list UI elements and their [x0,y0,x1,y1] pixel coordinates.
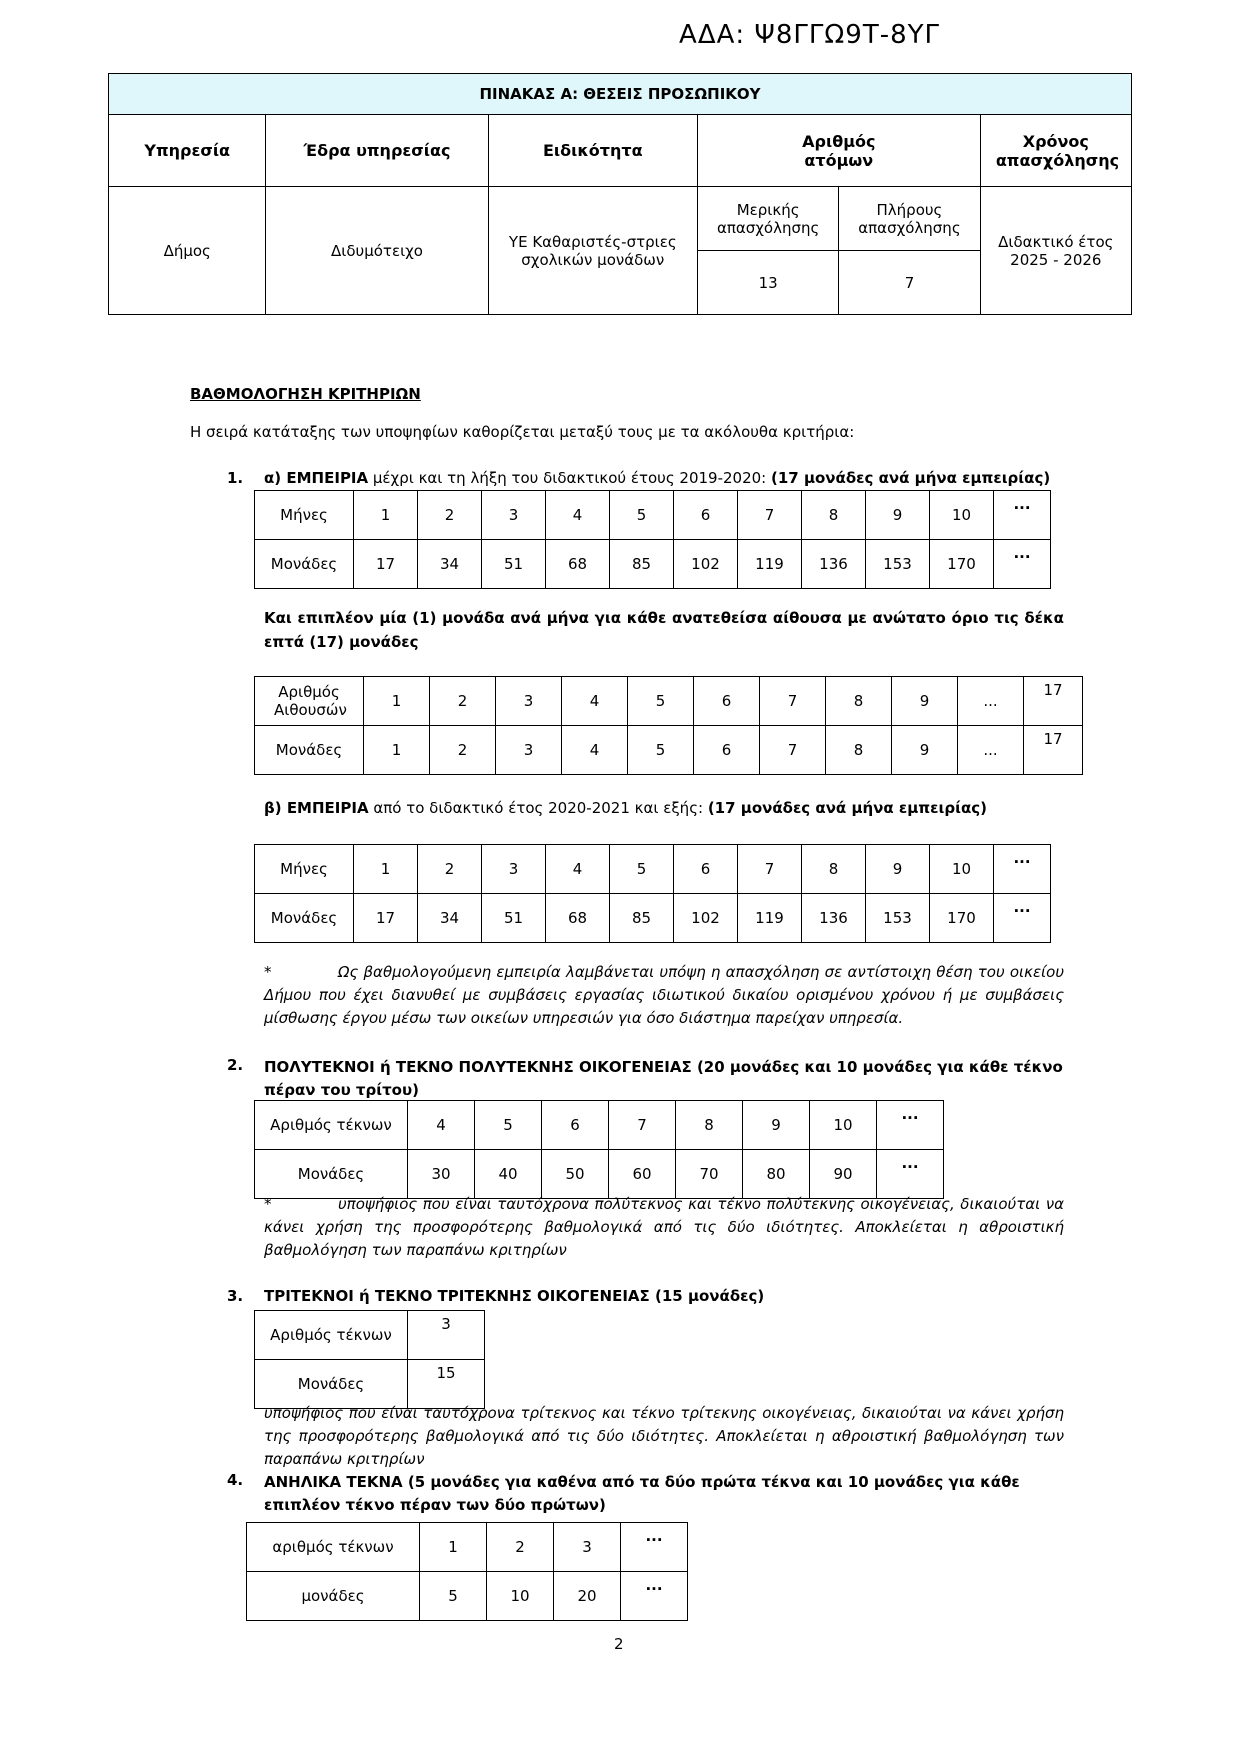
criterion-3-title: ΤΡΙΤΕΚΝΟΙ ή ΤΕΚΝΟ ΤΡΙΤΕΚΝΗΣ ΟΙΚΟΓΕΝΕΙΑΣ (15 μονάδες) [264,1287,765,1305]
table-cell: 3 [554,1523,621,1572]
table-cell: 51 [482,894,546,943]
cell-specialty: ΥΕ Καθαριστές-στριες σχολικών μονάδων [488,187,697,315]
table-cell: 85 [610,894,674,943]
table-cell: 80 [743,1150,810,1199]
table-cell: 5 [628,726,694,775]
table-cell: 60 [609,1150,676,1199]
criterion-4-number: 4. [227,1471,244,1489]
table-cell: 4 [562,677,628,726]
cell-duration: Διδακτικό έτος 2025 - 2026 [980,187,1131,315]
table-cell: 8 [802,845,866,894]
table-cell: 70 [676,1150,743,1199]
table-cell: ... [994,894,1051,943]
table-cell: 9 [743,1101,810,1150]
table-cell: 136 [802,894,866,943]
criterion-1-number: 1. [227,469,244,487]
row-label: Αριθμός Αιθουσών [255,677,364,726]
table-cell: 15 [408,1360,485,1409]
table-cell: 136 [802,540,866,589]
criterion-2-note: * υποψήφιος που είναι ταυτόχρονα πολύτεκνος και τέκνο πολύτεκνης οικογένειας, δικαιούται να κάνει χρήση της προσφορότερης βαθμολογικά από τις δύο ιδιότητες. Αποκλείεται η αθροιστική βαθμολόγηση των παραπάνω κριτηρίων [264,1195,1064,1259]
table-cell: ... [621,1572,688,1621]
table-cell: 6 [674,845,738,894]
table-cell: 6 [542,1101,609,1150]
criterion-4-title: ΑΝΗΛΙΚΑ ΤΕΚΝΑ (5 μονάδες για καθένα από τα δύο πρώτα τέκνα και 10 μονάδες για κάθε επιπλέον τέκνο πέραν των δύο πρώτων) [264,1473,1020,1514]
table-cell: 30 [408,1150,475,1199]
table-cell: ... [877,1150,944,1199]
table-cell: 170 [930,540,994,589]
table-cell: 9 [892,677,958,726]
table-cell: ... [958,677,1024,726]
table-cell: 7 [760,726,826,775]
table-cell: 17 [1024,677,1083,726]
table-cell: 7 [760,677,826,726]
table-cell: 6 [694,726,760,775]
table-cell: 1 [364,726,430,775]
table-cell: 6 [674,491,738,540]
row-label: αριθμός τέκνων [247,1523,420,1572]
row-label: Μήνες [255,845,354,894]
table-cell: 7 [738,491,802,540]
cell-part-time-label: Μερικής απασχόλησης [697,187,838,251]
table-cell: 4 [408,1101,475,1150]
criteria-heading: ΒΑΘΜΟΛΟΓΗΣΗ ΚΡΙΤΗΡΙΩΝ [190,385,421,403]
table-cell: 34 [418,540,482,589]
criterion-1b-line: β) ΕΜΠΕΙΡΙΑ από το διδακτικό έτος 2020-2021 και εξής: (17 μονάδες ανά μήνα εμπειρίας) [264,799,988,817]
table-cell: 3 [408,1311,485,1360]
cell-part-time-count: 13 [697,251,838,315]
table-cell: 40 [475,1150,542,1199]
table-cell: 2 [418,845,482,894]
polytekno-table [254,1100,944,1199]
tritekno-table [254,1310,485,1409]
table-cell: 1 [364,677,430,726]
row-label: Μονάδες [255,726,364,775]
table-cell: 3 [482,845,546,894]
table-cell: 3 [496,677,562,726]
criterion-1a-line: α) ΕΜΠΕΙΡΙΑ μέχρι και τη λήξη του διδακτικού έτους 2019-2020: (17 μονάδες ανά μήνα εμπειρίας) [264,469,1051,487]
table-cell: ... [994,540,1051,589]
table-cell: 9 [866,491,930,540]
table-cell: 2 [430,677,496,726]
cell-full-time-count: 7 [839,251,980,315]
table-cell: 119 [738,540,802,589]
table-cell: 8 [676,1101,743,1150]
table-cell: 1 [354,845,418,894]
row-label: Μονάδες [255,540,354,589]
row-label: Μονάδες [255,894,354,943]
table-cell: ... [994,845,1051,894]
criterion-3-note: υποψήφιος που είναι ταυτόχρονα τρίτεκνος και τέκνο τρίτεκνης οικογένειας, δικαιούται να κάνει χρήση της προσφορότερης βαθμολογικά από τις δύο ιδιότητες. Αποκλείεται η αθροιστική βαθμολόγηση των παραπάνω κριτηρίων [264,1404,1064,1468]
table-cell: 9 [892,726,958,775]
table-cell: 2 [418,491,482,540]
rooms-table [254,676,1083,775]
table-cell: 5 [610,845,674,894]
table-cell: 119 [738,894,802,943]
table-cell: 17 [354,894,418,943]
experience-b-table [254,844,1051,943]
cell-seat: Διδυμότειχο [266,187,488,315]
table-cell: 3 [482,491,546,540]
table-cell: 8 [826,677,892,726]
table-cell: 7 [738,845,802,894]
table-cell: 17 [1024,726,1083,775]
table-cell: ... [877,1101,944,1150]
table-cell: 9 [866,845,930,894]
table-cell: 10 [930,491,994,540]
row-label: μονάδες [247,1572,420,1621]
table-cell: 5 [610,491,674,540]
ada-code: ΑΔΑ: Ψ8ΓΓΩ9Τ-8ΥΓ [679,20,940,50]
table-cell: 17 [354,540,418,589]
header-seat: Έδρα υπηρεσίας [266,115,488,187]
positions-table-title: ΠΙΝΑΚΑΣ Α: ΘΕΣΕΙΣ ΠΡΟΣΩΠΙΚΟΥ [109,74,1132,115]
table-cell: 20 [554,1572,621,1621]
table-cell: 50 [542,1150,609,1199]
row-label: Μονάδες [255,1360,408,1409]
table-cell: 5 [475,1101,542,1150]
page-number: 2 [614,1635,624,1653]
minor-children-table [246,1522,688,1621]
table-cell: 8 [802,491,866,540]
header-duration: Χρόνος απασχόλησης [980,115,1131,187]
cell-full-time-label: Πλήρους απασχόλησης [839,187,980,251]
table-cell: 170 [930,894,994,943]
table-cell: 153 [866,540,930,589]
row-label: Μονάδες [255,1150,408,1199]
row-label: Μήνες [255,491,354,540]
criterion-1-extra: Και επιπλέον μία (1) μονάδα ανά μήνα για κάθε ανατεθείσα αίθουσα με ανώτατο όριο τις δέκα επτά (17) μονάδες [264,609,1064,651]
criterion-1-note: * Ως βαθμολογούμενη εμπειρία λαμβάνεται υπόψη η απασχόληση σε αντίστοιχη θέση του οικείου Δήμου που έχει διανυθεί με συμβάσεις εργασίας ιδιωτικού δικαίου ορισμένου χρόνου ή με συμβάσεις μίσθωσης έργου μέσω των οικείων υπηρεσιών για όσο διάστημα παρείχαν υπηρεσία. [264,963,1064,1027]
table-cell: 7 [609,1101,676,1150]
criterion-3-number: 3. [227,1287,244,1305]
experience-a-table [254,490,1051,589]
positions-table [108,73,1132,315]
table-cell: ... [621,1523,688,1572]
header-specialty: Ειδικότητα [488,115,697,187]
table-cell: 153 [866,894,930,943]
table-cell: ... [958,726,1024,775]
table-cell: 102 [674,894,738,943]
table-cell: 90 [810,1150,877,1199]
table-cell: ... [994,491,1051,540]
table-cell: 102 [674,540,738,589]
table-cell: 34 [418,894,482,943]
criterion-2-title: ΠΟΛΥΤΕΚΝΟΙ ή ΤΕΚΝΟ ΠΟΛΥΤΕΚΝΗΣ ΟΙΚΟΓΕΝΕΙΑΣ (20 μονάδες και 10 μονάδες για κάθε τέκνο πέραν του τρίτου) [264,1058,1063,1099]
table-cell: 10 [810,1101,877,1150]
table-cell: 4 [546,845,610,894]
table-cell: 68 [546,894,610,943]
row-label: Αριθμός τέκνων [255,1101,408,1150]
row-label: Αριθμός τέκνων [255,1311,408,1360]
table-cell: 51 [482,540,546,589]
table-cell: 8 [826,726,892,775]
table-cell: 4 [562,726,628,775]
table-cell: 10 [487,1572,554,1621]
table-cell: 6 [694,677,760,726]
table-cell: 1 [420,1523,487,1572]
table-cell: 1 [354,491,418,540]
criterion-2-number: 2. [227,1056,244,1074]
table-cell: 4 [546,491,610,540]
table-cell: 5 [628,677,694,726]
table-cell: 5 [420,1572,487,1621]
criteria-intro: Η σειρά κατάταξης των υποψηφίων καθορίζεται μεταξύ τους με τα ακόλουθα κριτήρια: [190,423,855,441]
header-persons: Αριθμός ατόμων [697,115,980,187]
table-cell: 2 [487,1523,554,1572]
header-service: Υπηρεσία [109,115,266,187]
table-cell: 68 [546,540,610,589]
table-cell: 3 [496,726,562,775]
table-cell: 10 [930,845,994,894]
table-cell: 85 [610,540,674,589]
cell-service: Δήμος [109,187,266,315]
table-cell: 2 [430,726,496,775]
